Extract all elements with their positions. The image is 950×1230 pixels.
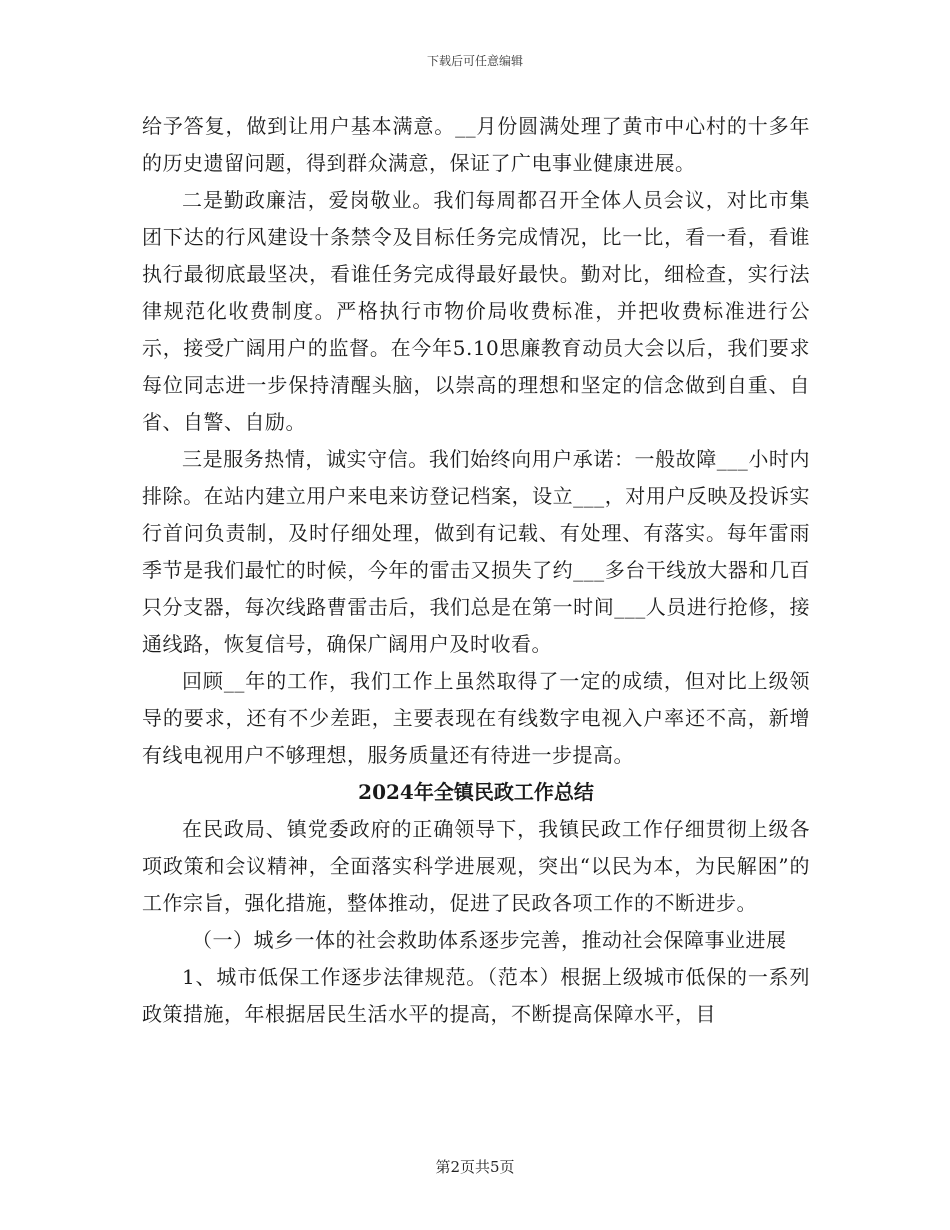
page-header-note: 下载后可任意编辑 — [426, 54, 523, 68]
subheading-1: （一）城乡一体的社会救助体系逐步完善，推动社会保障事业进展 — [192, 928, 787, 952]
paragraph-1: 给予答复，做到让用户基本满意。__月份圆满处理了黄市中心村的十多年的历史遗留问题，得到群众满意，保证了广电事业健康进展。 — [142, 114, 810, 175]
page-number: 第2页共5页 — [435, 1158, 515, 1176]
paragraph-3: 三是服务热情，诚实守信。我们始终向用户承诺：一般故障___小时内排除。在站内建立用户来电来访登记档案，设立___，对用户反映及投诉实行首问负责制，及时仔细处理，做到有记载、有处理、有落实。每年雷雨季节是我们最忙的时候，今年的雷击又损失了约___多台干线放大器和几百只分支器，每次线路曹雷击后，我们总是在第一时间___人员进行抢修，接通线路，恢复信号，确保广阔用户及时收看。 — [142, 447, 810, 656]
paragraph-2: 二是勤政廉洁，爱岗敬业。我们每周都召开全体人员会议，对比市集团下达的行风建设十条禁令及目标任务完成情况，比一比，看一看，看谁执行最彻底最坚决，看谁任务完成得最好最快。勤对比，细检查，实行法律规范化收费制度。严格执行市物价局收费标准，并把收费标准进行公示，接受广阔用户的监督。在今年5.10思廉教育动员大会以后，我们要求每位同志进一步保持清醒头脑，以崇高的理想和坚定的信念做到自重、自省、自警、自励。 — [142, 188, 810, 434]
document-body — [142, 108, 810, 1033]
paragraph-5: 在民政局、镇党委政府的正确领导下，我镇民政工作仔细贯彻上级各项政策和会议精神，全面落实科学进展观，突出“以民为本，为民解困”的工作宗旨，强化措施，整体推动，促进了民政各项工作的不断进步。 — [142, 817, 810, 915]
paragraph-7: 1、城市低保工作逐步法律规范。（范本）根据上级城市低保的一系列政策措施，年根据居民生活水平的提高，不断提高保障水平，目 — [142, 965, 810, 1026]
paragraph-4: 回顾__年的工作，我们工作上虽然取得了一定的成绩，但对比上级领导的要求，还有不少差距，主要表现在有线数字电视入户率还不高，新增有线电视用户不够理想，服务质量还有待进一步提高。 — [142, 669, 810, 767]
section-title: 2024年全镇民政工作总结 — [358, 780, 594, 804]
